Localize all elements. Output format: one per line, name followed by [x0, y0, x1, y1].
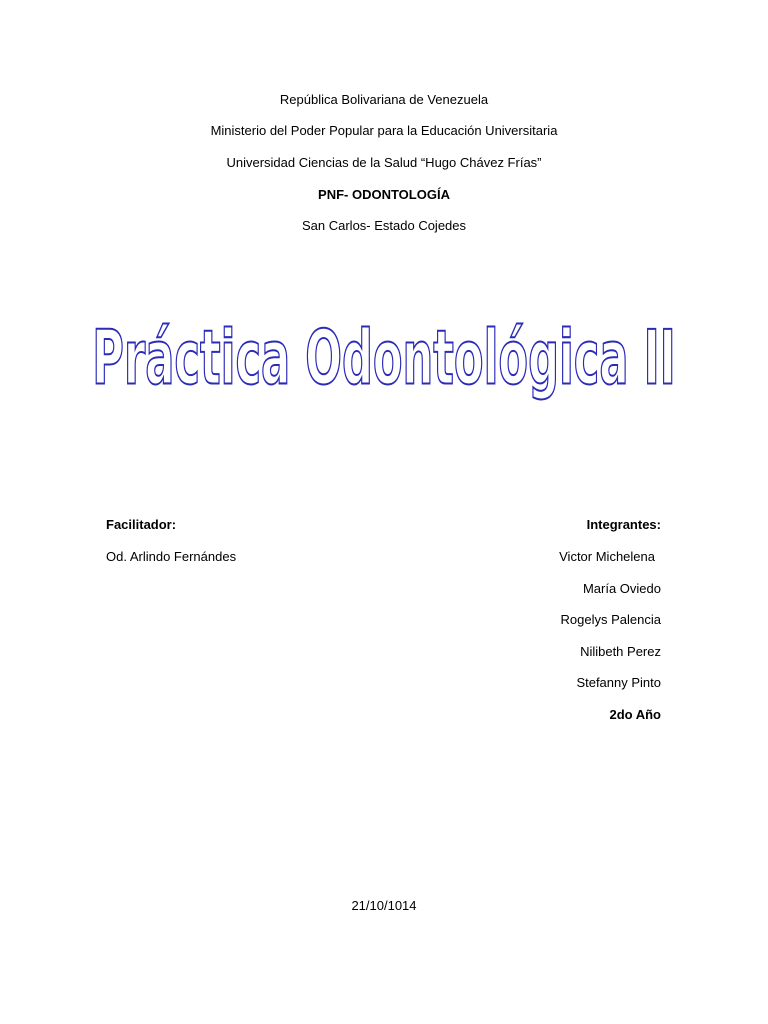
- document-title-text: Práctica Odontológica II: [92, 315, 676, 403]
- ministry-line: Ministerio del Poder Popular para la Educación Universitaria: [210, 123, 558, 138]
- member-name: Rogelys Palencia: [560, 612, 661, 627]
- facilitator-label: Facilitador:: [106, 517, 177, 532]
- year-label: 2do Año: [609, 707, 661, 722]
- university-line: Universidad Ciencias de la Salud “Hugo Chávez Frías”: [226, 155, 542, 170]
- document-title: [0, 300, 768, 420]
- facilitator-name: Od. Arlindo Fernándes: [106, 549, 237, 564]
- document-date: 21/10/1014: [351, 898, 417, 913]
- member-name: Stefanny Pinto: [576, 675, 661, 690]
- member-name: Victor Michelena: [559, 549, 655, 564]
- program-line: PNF- ODONTOLOGÍA: [318, 187, 450, 202]
- country-line: República Bolivariana de Venezuela: [279, 92, 489, 107]
- member-name: María Oviedo: [582, 581, 661, 596]
- members-label: Integrantes:: [586, 517, 661, 532]
- location-line: San Carlos- Estado Cojedes: [301, 218, 467, 233]
- member-name: Nilibeth Perez: [580, 644, 661, 659]
